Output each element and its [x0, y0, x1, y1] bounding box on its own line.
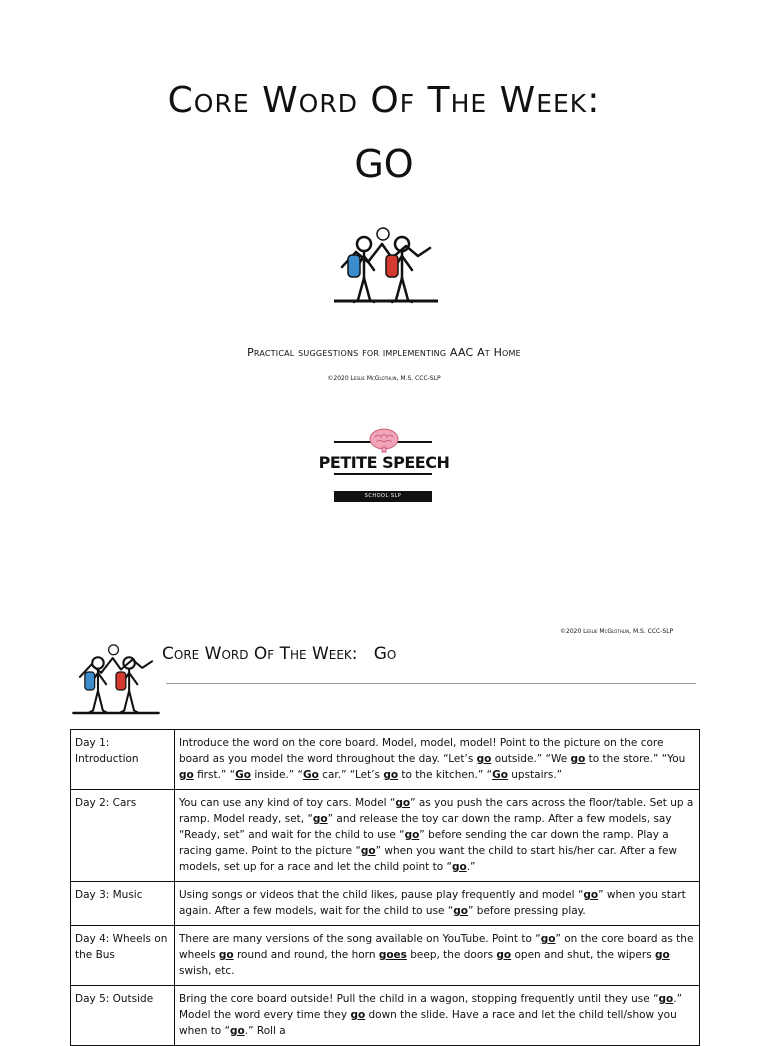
core-word-highlight: goes: [378, 949, 407, 961]
core-word-highlight: Go: [492, 769, 508, 781]
day-label: Day 1: Introduction: [71, 730, 175, 790]
activity-description: [175, 882, 700, 926]
activity-text: There are many versions of the song available on YouTube. Point to “: [179, 933, 541, 945]
activity-text: ” as you push the cars across the floor/table. Set up a ramp. Model ready, set, “: [179, 797, 694, 825]
activity-text: car.” “Let’s: [318, 769, 384, 781]
activity-text: .” Model the word every time they: [179, 993, 683, 1021]
hikers-icon: [70, 640, 162, 722]
core-word-highlight: go: [658, 993, 674, 1005]
copyright: ©2020 Leslie McGlothlin, M.S. CCC-SLP: [327, 375, 441, 382]
core-word-highlight: Go: [235, 769, 251, 781]
day-label: Day 2: Cars: [71, 790, 175, 882]
brain-icon: [368, 427, 400, 453]
activity-text: ” when you start again. After a few models, wait for the child to use “: [179, 889, 686, 917]
activity-text: ” on the core board as the wheels: [179, 933, 694, 961]
core-word-highlight: go: [453, 905, 469, 917]
logo-tagline: SCHOOL SLP: [334, 491, 432, 502]
core-word-highlight: go: [179, 769, 194, 781]
activity-text: outside.” “We: [491, 753, 571, 765]
activity-text: ” and release the toy car down the ramp. After a few models, say “Ready, set” and wait for the child to use “: [179, 813, 672, 841]
core-word-highlight: go: [312, 813, 328, 825]
activity-text: first.” “: [193, 769, 236, 781]
activity-description: [175, 790, 700, 882]
activity-text: open and shut, the wipers: [511, 949, 656, 961]
logo-name: PETITE SPEECH: [318, 453, 450, 472]
activity-description: [175, 986, 700, 1046]
day-label: Day 5: Outside: [71, 986, 175, 1046]
day-label: Day 4: Wheels on the Bus: [71, 926, 175, 986]
activity-text: inside.” “: [251, 769, 303, 781]
activity-text: Using songs or videos that the child likes, pause play frequently and model “: [179, 889, 584, 901]
core-word-highlight: go: [383, 769, 399, 781]
logo-divider: [334, 473, 432, 475]
core-word-highlight: go: [655, 949, 670, 961]
core-word-highlight: go: [218, 949, 234, 961]
core-word-highlight: go: [570, 753, 586, 765]
activity-description: [175, 730, 700, 790]
activity-text: Introduce the word on the core board. Model, model, model! Point to the picture on the core board as you model the word throughout the day. “Let’s: [179, 737, 664, 765]
page-title: Core Word Of The Week:: [167, 80, 601, 121]
table-row: [71, 926, 700, 986]
core-word-highlight: go: [230, 1025, 245, 1037]
activity-text: Bring the core board outside! Pull the child in a wagon, stopping frequently until they use “: [179, 993, 659, 1005]
activity-text: ” when you want the child to start his/her car. After a few models, set up for a race and let the child point to “: [179, 845, 678, 873]
activity-text: round and round, the horn: [233, 949, 379, 961]
core-word-highlight: go: [476, 753, 492, 765]
core-word-highlight: go: [451, 861, 467, 873]
table-row: [71, 986, 700, 1046]
activity-text: upstairs.”: [507, 769, 563, 781]
hikers-icon: [334, 222, 438, 322]
core-word-highlight: go: [360, 845, 376, 857]
core-word-highlight: go: [404, 829, 420, 841]
core-word-highlight: go: [540, 933, 556, 945]
activity-description: [175, 926, 700, 986]
day-label: Day 3: Music: [71, 882, 175, 926]
subtitle: Practical suggestions for implementing AAC At Home: [247, 346, 521, 359]
activity-text: ” before sending the car down the ramp. Play a racing game. Point to the picture “: [179, 829, 669, 857]
activity-text: .”: [466, 861, 476, 873]
activity-text: You can use any kind of toy cars. Model “: [179, 797, 396, 809]
activity-text: down the slide. Have a race and let the child tell/show you when to “: [179, 1009, 677, 1037]
petite-speech-logo: [312, 393, 456, 533]
core-word-highlight: go: [583, 889, 599, 901]
core-word-highlight: go: [395, 797, 411, 809]
activity-text: to the store.” “You: [585, 753, 686, 765]
core-word-highlight: go: [496, 949, 512, 961]
activity-text: to the kitchen.” “: [398, 769, 493, 781]
core-word: GO: [354, 142, 414, 186]
activity-text: ” before pressing play.: [468, 905, 586, 917]
activity-text: swish, etc.: [179, 965, 235, 977]
activity-text: .” Roll a: [244, 1025, 286, 1037]
copyright: ©2020 Leslie McGlothlin, M.S. CCC-SLP: [560, 628, 674, 635]
table-row: [71, 882, 700, 926]
section-title: Core Word Of The Week: Go: [162, 644, 397, 664]
title-underline: [166, 683, 696, 684]
activity-text: beep, the doors: [406, 949, 497, 961]
core-word-highlight: Go: [302, 769, 319, 781]
table-row: [71, 790, 700, 882]
weekly-plan-table: [70, 729, 700, 1046]
table-row: [71, 730, 700, 790]
core-word-highlight: go: [350, 1009, 366, 1021]
